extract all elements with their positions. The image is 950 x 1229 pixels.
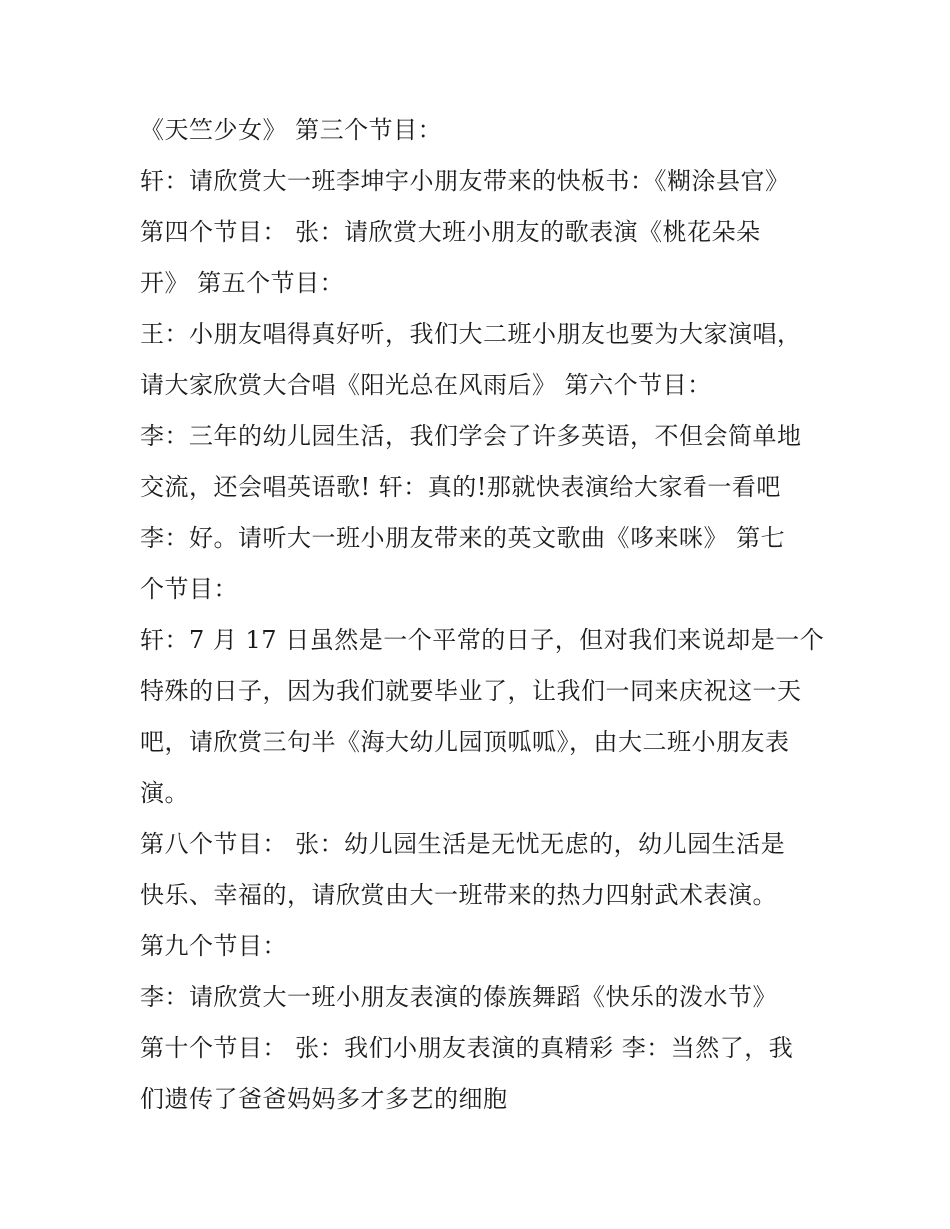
text-line: 第十个节目： 张：我们小朋友表演的真精彩 李：当然了，我 bbox=[140, 1034, 794, 1062]
text-line: 李：好。请听大一班小朋友带来的英文歌曲《哆来咪》 第七 bbox=[140, 524, 786, 552]
text-line: 特殊的日子，因为我们就要毕业了，让我们一同来庆祝这一天 bbox=[140, 677, 802, 705]
text-line: 轩：请欣赏大一班李坤宇小朋友带来的快板书：《糊涂县官》 bbox=[140, 167, 790, 195]
text-line: 交流，还会唱英语歌! 轩：真的!那就快表演给大家看一看吧 bbox=[140, 473, 781, 501]
text-line: 王：小朋友唱得真好听，我们大二班小朋友也要为大家演唱， bbox=[140, 320, 802, 348]
text-line: 快乐、幸福的，请欣赏由大一班带来的热力四射武术表演。 bbox=[140, 881, 777, 909]
text-line: 吧，请欣赏三句半《海大幼儿园顶呱呱》，由大二班小朋友表 bbox=[140, 728, 790, 756]
text-line: 李：三年的幼儿园生活，我们学会了许多英语，不但会简单地 bbox=[140, 422, 802, 450]
text-line: 演。 bbox=[140, 779, 189, 807]
text-line: 开》 第五个节目： bbox=[140, 269, 345, 297]
text-line: 请大家欣赏大合唱《阳光总在风雨后》 第六个节目： bbox=[140, 371, 712, 399]
text-line: 个节目： bbox=[140, 575, 238, 603]
text-line: 《天竺少女》 第三个节目： bbox=[140, 116, 443, 144]
text-line: 李：请欣赏大一班小朋友表演的傣族舞蹈《快乐的泼水节》 bbox=[140, 983, 777, 1011]
text-line: 第四个节目： 张：请欣赏大班小朋友的歌表演《桃花朵朵 bbox=[140, 218, 761, 246]
text-line: 轩：7 月 17 日虽然是一个平常的日子，但对我们来说却是一个 bbox=[140, 626, 825, 654]
text-line: 第九个节目： bbox=[140, 932, 287, 960]
text-line: 第八个节目： 张：幼儿园生活是无忧无虑的，幼儿园生活是 bbox=[140, 830, 786, 858]
text-line: 们遗传了爸爸妈妈多才多艺的细胞 bbox=[140, 1085, 508, 1113]
